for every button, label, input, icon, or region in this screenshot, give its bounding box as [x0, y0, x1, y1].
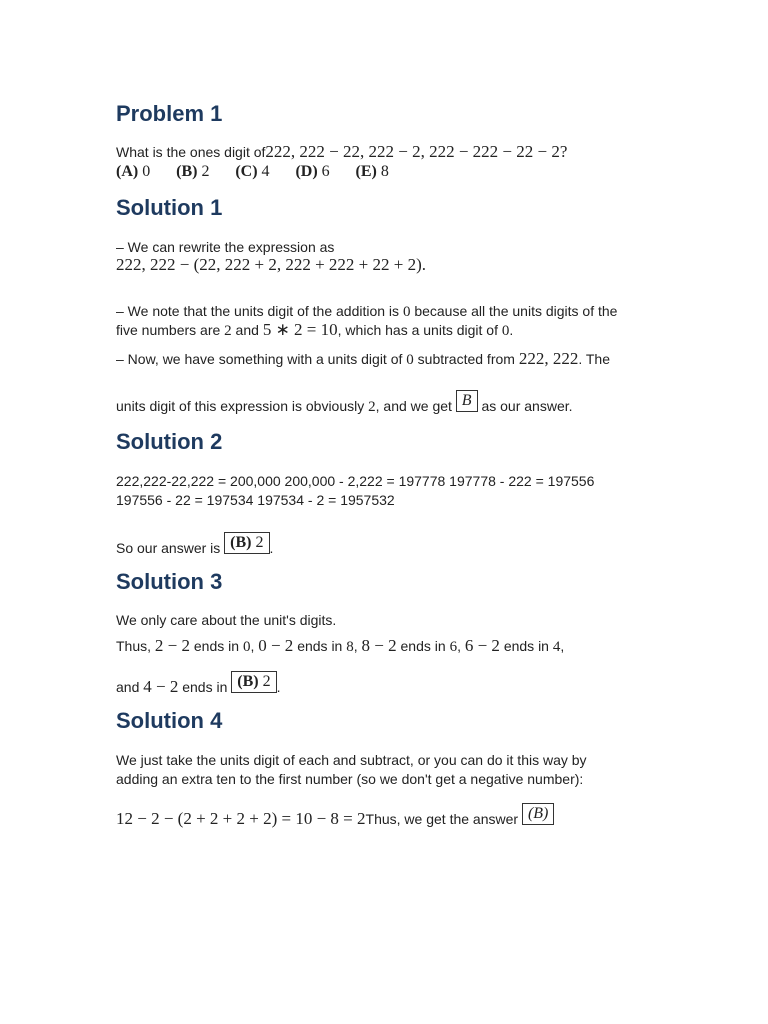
solution2-line2: 197556 - 22 = 197534 197534 - 2 = 1957532: [116, 492, 395, 508]
question-expression: 222, 222 − 22, 222 − 2, 222 − 222 − 22 − 2?: [265, 142, 568, 161]
question-prefix: What is the ones digit of: [116, 144, 266, 160]
solution4-line2: adding an extra ten to the first number (so we don't get a negative number):: [116, 771, 584, 787]
solution1-heading: Solution 1: [116, 195, 223, 220]
boxed-answer: (B): [522, 803, 554, 825]
solution1-intro: – We can rewrite the expression as: [116, 239, 335, 255]
answer-choices: [116, 161, 411, 182]
boxed-answer: B: [456, 390, 478, 412]
choice-d: (D) 6: [295, 163, 330, 180]
choice-a: (A) 0: [116, 163, 151, 180]
solution1-note-line1: – We note that the units digit of the addition is 0 because all the units digits of the: [116, 303, 618, 320]
solution2-line1: 222,222-22,222 = 200,000 200,000 - 2,222 = 197778 197778 - 222 = 197556: [116, 473, 595, 489]
solution3-line2: Thus, 2 − 2 ends in 0, 0 − 2 ends in 8, 8 − 2 ends in 6, 6 − 2 ends in 4,: [116, 636, 565, 655]
boxed-answer: (B) 2: [224, 532, 269, 554]
solution3-line1: We only care about the unit's digits.: [116, 612, 337, 628]
solution1-expression: 222, 222 − (22, 222 + 2, 222 + 222 + 22 + 2).: [116, 255, 427, 274]
solution3-heading: Solution 3: [116, 569, 223, 594]
solution4-heading: Solution 4: [116, 708, 223, 733]
solution2-heading: Solution 2: [116, 429, 223, 454]
boxed-answer: (B) 2: [231, 671, 276, 693]
solution1-note-line2: five numbers are 2 and 5 ∗ 2 = 10, which has a units digit of 0.: [116, 320, 514, 339]
choice-e: (E) 8: [355, 163, 389, 180]
solution3-answer-line: and 4 − 2 ends in (B) 2 .: [116, 673, 281, 696]
problem-heading: Problem 1: [116, 101, 223, 126]
solution1-answer-line: units digit of this expression is obviously 2, and we get B as our answer.: [116, 392, 573, 415]
choice-c: (C) 4: [235, 163, 270, 180]
solution4-line1: We just take the units digit of each and subtract, or you can do it this way by: [116, 752, 587, 768]
solution4-answer-line: 12 − 2 − (2 + 2 + 2 + 2) = 10 − 8 = 2Thus, we get the answer (B): [116, 803, 554, 829]
choice-b: (B) 2: [176, 163, 210, 180]
problem-question: [116, 142, 567, 162]
solution2-answer-line: So our answer is (B) 2 .: [116, 534, 274, 556]
solution1-now-line: – Now, we have something with a units digit of 0 subtracted from 222, 222. The: [116, 349, 610, 368]
